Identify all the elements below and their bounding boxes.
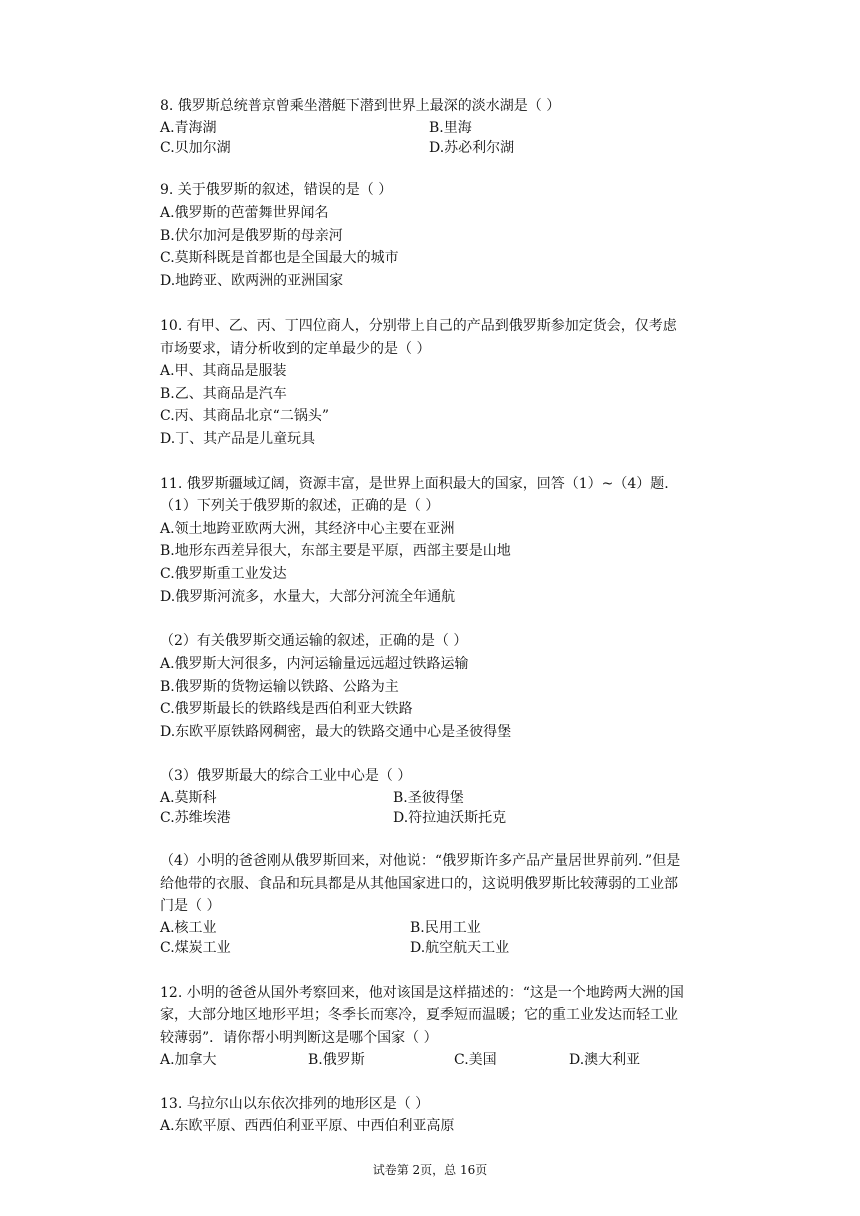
q12-options-row — [160, 1050, 732, 1070]
q11-sub4-stem-line1: （4）小明的爸爸刚从俄罗斯回来，对他说：“俄罗斯许多产品产量居世界前列．”但是 — [160, 853, 681, 869]
q8-option-a: A.青海湖 — [160, 120, 217, 136]
page-footer: 试卷第 2页，总 16页 — [372, 1163, 488, 1177]
q10-stem-line2: 市场要求，请分析收到的定单最少的是（ ） — [160, 341, 431, 357]
q8-stem: 8. 俄罗斯总统普京曾乘坐潜艇下潜到世界上最深的淡水湖是（ ） — [160, 98, 561, 114]
q8-option-b: B.里海 — [429, 120, 472, 136]
q9-option-a: A.俄罗斯的芭蕾舞世界闻名 — [160, 205, 329, 221]
q12-option-b: B.俄罗斯 — [308, 1052, 365, 1068]
q13-stem: 13. 乌拉尔山以东依次排列的地形区是（ ） — [160, 1096, 430, 1112]
q11-sub2-stem: （2）有关俄罗斯交通运输的叙述，正确的是（ ） — [160, 633, 468, 649]
q9-option-c: C.莫斯科既是首都也是全国最大的城市 — [160, 250, 399, 266]
q11-sub4-stem-line3: 门是（ ） — [160, 898, 221, 914]
q11-sub3-option-a: A.莫斯科 — [160, 790, 217, 806]
q11-sub3-option-c: C.苏维埃港 — [160, 810, 231, 826]
q11-sub4-options-row2 — [160, 938, 732, 958]
q10-option-d: D.丁、其产品是儿童玩具 — [160, 431, 316, 447]
q11-sub3-options-row1 — [160, 788, 732, 808]
q12-option-c: C.美国 — [454, 1052, 497, 1068]
q8-options-row1 — [160, 118, 732, 138]
q8-options-row2 — [160, 138, 732, 158]
q11-sub3-option-b: B.圣彼得堡 — [393, 790, 464, 806]
q9-stem: 9. 关于俄罗斯的叙述，错误的是（ ） — [160, 182, 393, 198]
q8-option-c: C.贝加尔湖 — [160, 140, 231, 156]
q11-sub3-options-row2 — [160, 808, 732, 828]
q12-stem-line3: 较薄弱”．请你帮小明判断这是哪个国家（ ） — [160, 1030, 438, 1046]
q10-option-b: B.乙、其商品是汽车 — [160, 386, 287, 402]
q9-option-d: D.地跨亚、欧两洲的亚洲国家 — [160, 273, 344, 289]
q11-sub3-stem: （3）俄罗斯最大的综合工业中心是（ ） — [160, 768, 412, 784]
q11-sub4-options-row1 — [160, 918, 732, 938]
q11-sub3-option-d: D.符拉迪沃斯托克 — [393, 810, 507, 826]
q11-sub1-option-a: A.领土地跨亚欧两大洲，其经济中心主要在亚洲 — [160, 521, 455, 537]
q11-stem: 11. 俄罗斯疆域辽阔，资源丰富，是世界上面积最大的国家，回答（1）~（4）题. — [160, 476, 669, 492]
q10-option-c: C.丙、其商品北京“二锅头” — [160, 408, 329, 424]
q11-sub2-option-d: D.东欧平原铁路网稠密，最大的铁路交通中心是圣彼得堡 — [160, 724, 512, 740]
q11-sub4-option-d: D.航空航天工业 — [410, 940, 510, 956]
q11-sub1-option-d: D.俄罗斯河流多，水量大，大部分河流全年通航 — [160, 589, 456, 605]
q11-sub2-option-b: B.俄罗斯的货物运输以铁路、公路为主 — [160, 679, 399, 695]
q10-stem-line1: 10. 有甲、乙、丙、丁四位商人，分别带上自己的产品到俄罗斯参加定货会，仅考虑 — [160, 318, 677, 334]
q11-sub4-stem-line2: 给他带的衣服、食品和玩具都是从其他国家进口的，这说明俄罗斯比较薄弱的工业部 — [160, 876, 678, 892]
q11-sub1-option-b: B.地形东西差异很大，东部主要是平原，西部主要是山地 — [160, 543, 511, 559]
q11-sub1-option-c: C.俄罗斯重工业发达 — [160, 566, 287, 582]
q13-option-a: A.东欧平原、西西伯利亚平原、中西伯利亚高原 — [160, 1118, 455, 1134]
q12-stem-line2: 家，大部分地区地形平坦；冬季长而寒冷，夏季短而温暖；它的重工业发达而轻工业 — [160, 1007, 678, 1023]
q9-option-b: B.伏尔加河是俄罗斯的母亲河 — [160, 228, 343, 244]
q11-sub4-option-a: A.核工业 — [160, 920, 217, 936]
q11-sub2-option-c: C.俄罗斯最长的铁路线是西伯利亚大铁路 — [160, 701, 413, 717]
q11-sub1-stem: （1）下列关于俄罗斯的叙述，正确的是（ ） — [160, 498, 440, 514]
q12-option-d: D.澳大利亚 — [569, 1052, 641, 1068]
q12-stem-line1: 12. 小明的爸爸从国外考察回来，他对该国是这样描述的：“这是一个地跨两大洲的国 — [160, 985, 684, 1001]
q11-sub4-option-c: C.煤炭工业 — [160, 940, 231, 956]
q11-sub4-option-b: B.民用工业 — [410, 920, 481, 936]
q11-sub2-option-a: A.俄罗斯大河很多，内河运输量远远超过铁路运输 — [160, 656, 469, 672]
q10-option-a: A.甲、其商品是服装 — [160, 363, 287, 379]
q8-option-d: D.苏必利尔湖 — [429, 140, 515, 156]
q12-option-a: A.加拿大 — [160, 1052, 217, 1068]
